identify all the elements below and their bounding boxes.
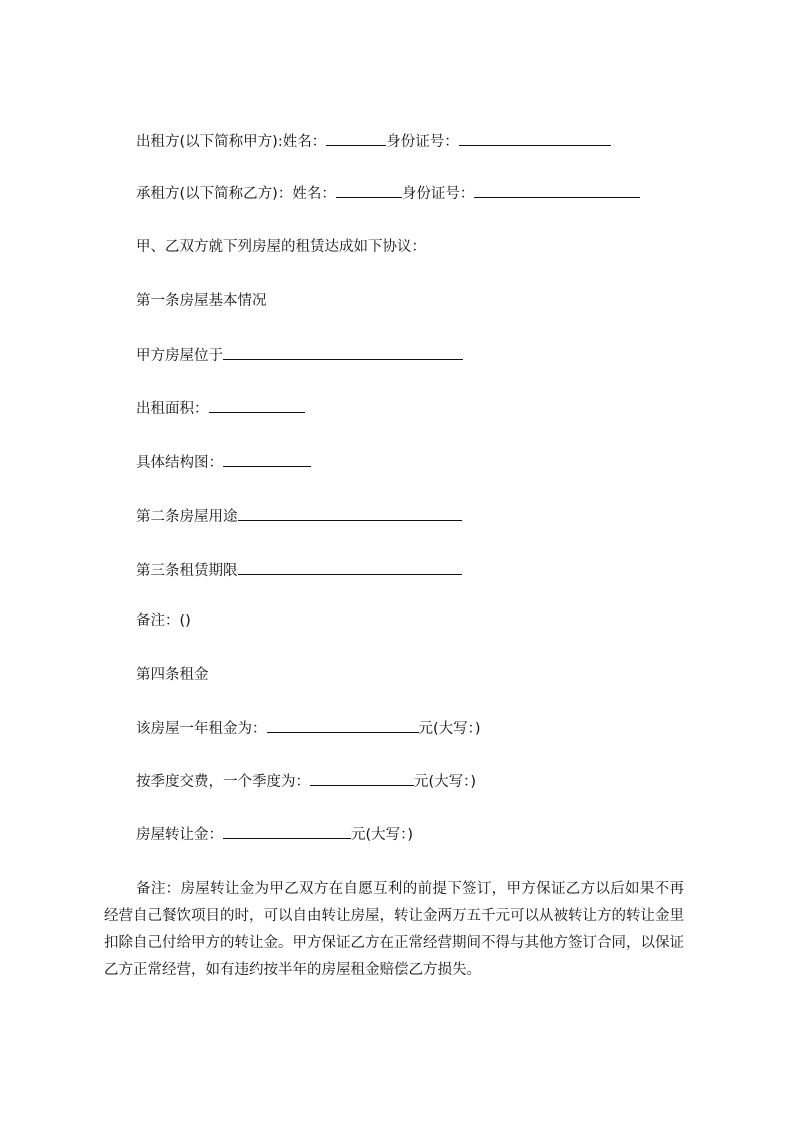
lessor-name-blank (326, 131, 386, 146)
term-note: 备注：() (136, 613, 191, 629)
structure-blank (223, 452, 311, 467)
quarter-rent-blank (310, 771, 414, 786)
lessee-id-label: 身份证号： (401, 186, 475, 202)
article3-line (136, 560, 462, 581)
term-blank (238, 560, 462, 575)
lessor-id-label: 身份证号： (386, 134, 459, 150)
transfer-fee-label: 房屋转让金： (136, 827, 223, 843)
structure-line (136, 452, 311, 473)
annual-rent-label: 该房屋一年租金为： (136, 721, 267, 737)
article2-title: 第二条房屋用途 (136, 509, 238, 525)
quarter-rent-line (136, 771, 476, 792)
lessor-line (136, 131, 611, 152)
lessee-id-blank (474, 183, 640, 198)
article4-title: 第四条租金 (136, 667, 209, 683)
article3-title: 第三条租赁期限 (136, 563, 238, 579)
location-line (136, 345, 463, 366)
area-line (136, 398, 305, 419)
lessee-name-label: 承租方(以下简称乙方)：姓名： (136, 186, 336, 202)
location-label: 甲方房屋位于 (136, 348, 223, 364)
lessor-name-label: 出租方(以下简称甲方):姓名： (136, 134, 327, 150)
area-label: 出租面积： (136, 401, 209, 417)
annual-rent-line (136, 718, 481, 739)
annual-rent-suffix: 元(大写：) (418, 721, 481, 737)
annual-rent-blank (267, 718, 419, 733)
remark-paragraph: 备注：房屋转让金为甲乙双方在自愿互利的前提下签订，甲方保证乙方以后如果不再经营自己餐饮项目的时，可以自由转让房屋，转让金两万五千元可以从被转让方的转让金里扣除自己付给甲方的转让金。甲方保证乙方在正常经营期间不得与其他方签订合同，以保证乙方正常经营，如有违约按半年的房屋租金赔偿乙方损失。 (104, 881, 684, 978)
lessee-line (136, 183, 640, 204)
quarter-rent-label: 按季度交费，一个季度为： (136, 774, 310, 790)
location-blank (223, 345, 463, 360)
transfer-fee-suffix: 元(大写：) (351, 827, 414, 843)
intro-text: 甲、乙双方就下列房屋的租赁达成如下协议： (136, 239, 426, 255)
usage-blank (238, 506, 462, 521)
quarter-rent-suffix: 元(大写：) (414, 774, 477, 790)
structure-label: 具体结构图： (136, 455, 223, 471)
area-blank (209, 398, 305, 413)
lessee-name-blank (336, 183, 402, 198)
lessor-id-blank (459, 131, 611, 146)
transfer-fee-blank (223, 824, 351, 839)
article2-line (136, 506, 462, 527)
article1-title: 第一条房屋基本情况 (136, 293, 267, 309)
transfer-fee-line (136, 824, 413, 845)
